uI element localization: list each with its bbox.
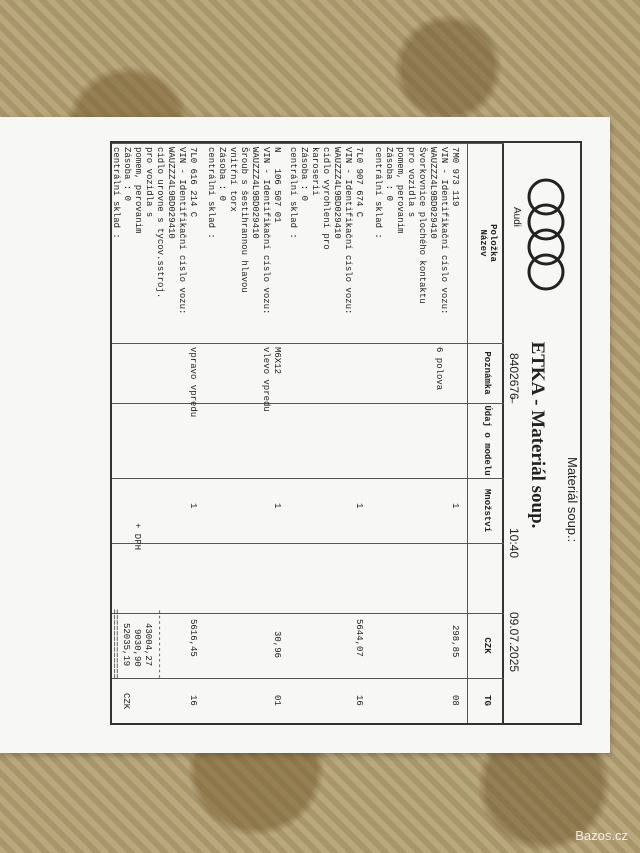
material-number: 8402676̶ bbox=[507, 353, 521, 400]
total-value: 52035,19 bbox=[121, 623, 131, 667]
vat-label: + DPH bbox=[132, 523, 142, 551]
table-row-note: M6X12 vlevo vpredu bbox=[261, 347, 282, 412]
table-row-price: 5644,07 bbox=[354, 619, 364, 657]
total-currency: CZK bbox=[121, 693, 131, 710]
table-row-tg: 01 bbox=[272, 695, 282, 706]
table-row-item: 7L0 616 214 C VIN - Identifikační císlo vozu: WAUZZZ4L9BD029410 cidlo urovne s tycov.sstroj. pro vozidla s pomem, perovanim Zásoba : 0 centrální sklad : bbox=[111, 147, 198, 315]
totals-double-rule: ============= bbox=[110, 609, 120, 680]
col-header-qty: Množství bbox=[482, 488, 492, 533]
col-header-item: Položka Název bbox=[478, 224, 498, 262]
watermark: Bazos.cz bbox=[575, 828, 628, 843]
col-header-note: Poznámka bbox=[482, 351, 492, 395]
page-title: ETKA - Materiál soup. bbox=[527, 341, 548, 529]
table-row-price: 30,96 bbox=[272, 631, 282, 659]
table-row-tg: 16 bbox=[354, 695, 364, 706]
col-header-tg: TG bbox=[482, 695, 492, 706]
table-row-qty: 1 bbox=[354, 503, 364, 509]
print-date: 09.07.2025 bbox=[507, 612, 521, 673]
table-row-price: 298,85 bbox=[450, 625, 460, 658]
col-header-model: Údaj o modelu bbox=[482, 405, 492, 476]
brand-name: Audi bbox=[511, 207, 522, 228]
subtotal-value: 43004,27 bbox=[143, 623, 153, 667]
table-row-tg: 08 bbox=[450, 695, 460, 706]
print-time: 10:40 bbox=[507, 528, 521, 559]
table-row-item: 7M0 973 119 VIN - Identifikační císlo vozu: WAUZZZ4L9BD029410 Švorkovnice plochého kontaktu pro vozidla s pomem, perovanim Zásoba : 0 centrální sklad : bbox=[373, 147, 460, 315]
totals-separator: ------------- bbox=[154, 609, 164, 680]
table-row-note: 6 polova bbox=[434, 347, 444, 391]
vat-value: 9030,90 bbox=[132, 629, 142, 667]
table-row-qty: 1 bbox=[450, 503, 460, 509]
table-row-qty: 1 bbox=[188, 503, 198, 509]
material-label: Materiál soup.: bbox=[565, 457, 580, 543]
table-row-item: N 106 507 01 VIN - Identifikační císlo vozu: WAUZZZ4L9BD029410 Šroub s šestihrannou hlavou vnitřní torx Zásoba : 0 centrální sklad : bbox=[206, 147, 282, 315]
table-row-note: vpravo vpredu bbox=[188, 347, 198, 418]
table-row-price: 5616,45 bbox=[188, 619, 198, 657]
parts-table bbox=[110, 141, 504, 725]
col-header-price: CZK bbox=[482, 637, 492, 654]
table-row-item: 7L0 907 674 C VIN - Identifikační císlo vozu: WAUZZZ4L9BD029410 cidlo vyrohlení pro karoserii Zásoba : 0 centrální sklad : bbox=[288, 147, 364, 315]
table-row-tg: 16 bbox=[188, 695, 198, 706]
table-row-qty: 1 bbox=[272, 503, 282, 509]
